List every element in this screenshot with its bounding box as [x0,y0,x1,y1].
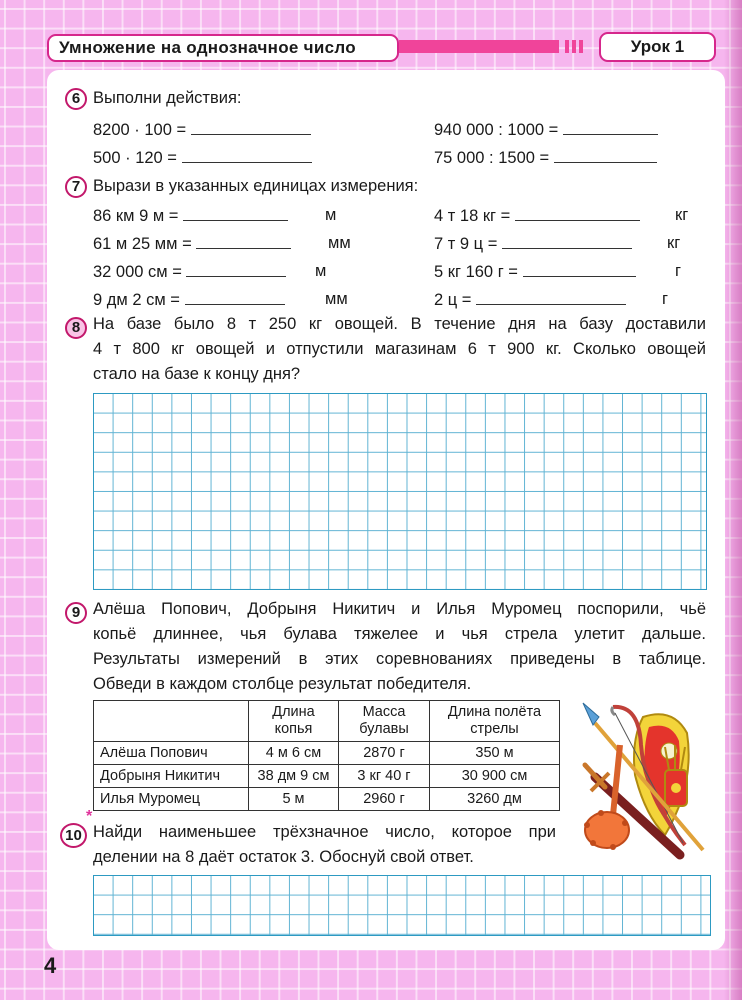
table-cell[interactable]: 2960 г [339,788,430,811]
answer-blank[interactable] [523,262,636,277]
answer-blank[interactable] [554,148,657,163]
task-7-unit-1: м [325,206,337,224]
table-header-cell: Масса булавы [339,701,430,742]
table-header-cell: Длина копья [249,701,339,742]
answer-blank[interactable] [196,234,291,249]
task-7-expr-4: 7 т 9 ц = [434,234,632,254]
table-row [94,788,560,811]
task-7-unit-2: кг [675,206,689,224]
task-number-10: 10 [60,823,87,848]
task-6-expr-4: 75 000 : 1500 = [434,148,657,168]
task-7-expr-2: 4 т 18 кг = [434,206,640,226]
task-number-9: 9 [65,602,87,624]
task-number-8: 8 [65,317,87,339]
table-row [94,742,560,765]
difficulty-star-icon: * [86,808,93,825]
answer-blank[interactable] [182,148,312,163]
task-7-expr-5: 32 000 см = [93,262,286,282]
weapons-illustration [565,695,715,875]
task-6-prompt: Выполни действия: [93,89,242,107]
table-cell[interactable]: 30 900 см [430,765,560,788]
page-edge-shadow [724,0,742,1000]
topic-title: Умножение на однозначное число [47,34,399,62]
table-cell: Алёша Попович [94,742,249,765]
table-cell[interactable]: 4 м 6 см [249,742,339,765]
task-7-expr-6: 5 кг 160 г = [434,262,636,282]
table-cell[interactable]: 2870 г [339,742,430,765]
table-cell[interactable]: 38 дм 9 см [249,765,339,788]
answer-grid-task-10[interactable] [93,875,711,936]
results-table [93,700,560,811]
task-7-expr-1: 86 км 9 м = [93,206,288,226]
task-10-text: Найди наименьшее трёхзначное число, которое при делении на 8 даёт остаток 3. Обоснуй свой ответ. [93,823,556,866]
answer-blank[interactable] [185,290,285,305]
task-6-expr-1: 8200 · 100 = [93,120,311,140]
task-9-text: Алёша Попович, Добрыня Никитич и Илья Муромец поспорили, чьё копьё длиннее, чья булава тяжелее и чья стрела улетит дальше. Результаты измерений в этих соревнованиях приведены в таблице. Обведи в каждом столбце результат победителя. [93,600,706,693]
task-7-expr-7: 9 дм 2 см = [93,290,285,310]
task-number-6: 6 [65,88,87,110]
task-number-7: 7 [65,176,87,198]
table-cell: Добрыня Никитич [94,765,249,788]
table-cell[interactable]: 3260 дм [430,788,560,811]
task-6-expr-3: 500 · 120 = [93,148,312,168]
answer-blank[interactable] [563,120,658,135]
task-7-expr-3: 61 м 25 мм = [93,234,291,254]
table-header-row [94,701,560,742]
task-8-text: На базе было 8 т 250 кг овощей. В течение дня на базу доставили 4 т 800 кг овощей и отпустили магазинам 6 т 900 кг. Сколько овощей стало на базе к концу дня? [93,315,706,383]
task-7-unit-4: кг [667,234,681,252]
task-7-unit-3: мм [328,234,351,252]
answer-blank[interactable] [191,120,311,135]
answer-blank[interactable] [183,206,288,221]
task-7-unit-7: мм [325,290,348,308]
task-7-prompt: Вырази в указанных единицах измерения: [93,177,419,195]
table-header-cell: Длина полёта стрелы [430,701,560,742]
table-header-cell [94,701,249,742]
answer-blank[interactable] [515,206,640,221]
answer-blank[interactable] [502,234,632,249]
task-7-unit-8: г [662,290,669,308]
answer-blank[interactable] [186,262,286,277]
table-cell: Илья Муромец [94,788,249,811]
task-7-unit-5: м [315,262,327,280]
table-cell[interactable]: 3 кг 40 г [339,765,430,788]
table-cell[interactable]: 5 м [249,788,339,811]
task-7-expr-8: 2 ц = [434,290,626,310]
task-7-unit-6: г [675,262,682,280]
answer-grid-task-8[interactable] [93,393,707,590]
lesson-label: Урок 1 [599,32,716,62]
header-accent-bar [399,40,559,53]
table-cell[interactable]: 350 м [430,742,560,765]
page-number: 4 [44,953,57,978]
table-row [94,765,560,788]
task-6-expr-2: 940 000 : 1000 = [434,120,658,140]
header-accent-ticks [565,40,583,53]
answer-blank[interactable] [476,290,626,305]
